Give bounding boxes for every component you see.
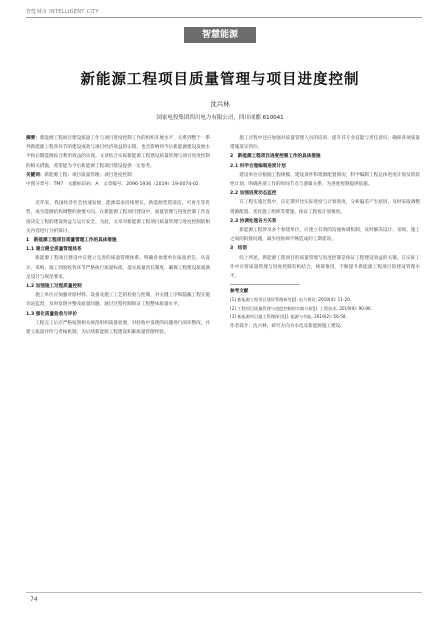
header-divider (26, 17, 422, 18)
subsection-2-3-text: 新能源工程涉及多个参建单位，应建立有效的沟通协调机制，及时解决设计、采购、施工之间的衔接问题，减少因协调不畅造成的工期延误。 (230, 228, 420, 243)
reference-item: [2] 工程项目质量管理与进度控制的实践分析[J]. 工程技术, 2019(9): 90-96. (230, 305, 373, 311)
section-3-heading: 3 结语 (230, 246, 247, 252)
references-title: 参考文献 (230, 289, 249, 295)
reference-item: [3] 新能源项目施工管理探讨[J]. 能源与节能, 2019(2): 56-58. (230, 314, 347, 320)
subsection-1-2-text: 施工单位应加强对原材料、设备及施工工艺的检验与控制，对关键工序和隐蔽工程实施旁站监督，及时发现并整改质量问题，通过过程控制保证工程整体质量水平。 (26, 293, 210, 308)
section-1-heading: 1 新能源工程项目质量管理工作的具体措施 (26, 238, 117, 244)
abstract-block (26, 134, 210, 189)
journal-header: 智能城市 INTELLIGENT CITY (26, 9, 99, 15)
subsection-1-1-heading: 1.1 建立健全质量管理体系 (26, 247, 82, 253)
subsection-1-3-text: 工程完工后应严格按照相关规范组织质量验收，对验收中发现的问题进行闭环整改，并建立质量评价与考核机制，为后续新能源工程建设积累质量管理经验。 (26, 320, 210, 336)
subsection-2-3-heading: 2.3 协调处理各方关系 (230, 218, 277, 224)
intro-paragraph: 近年来，我国经济社会快速发展，能源需求持续增长，新能源凭借清洁、可再生等优势，成为能源结构调整的重要方向。在新能源工程项目建设中，质量管理与进度控制工作直接决定工程的建设效益与运行安全。为此，文章对新能源工程项目质量管理与进度控制的相关内容进行分析探讨。 (26, 201, 210, 234)
keywords (26, 171, 210, 180)
subsection-2-1-text: 建设单位应根据工程规模、建设条件和资源配置情况，科学编制工程总体进度计划及阶段性计划，明确各项工作的时间节点与逻辑关系，为进度控制提供依据。 (230, 172, 420, 188)
article-title: 新能源工程项目质量管理与项目进度控制 (80, 72, 360, 88)
page-number: 74 (30, 596, 38, 603)
author-name: 沈兴林 (210, 100, 230, 108)
conclusion-text: 综上所述，新能源工程项目的质量管理与进度控制是保证工程建设效益的关键。在实际工作中应将质量管理与进度控制有机结合，统筹推进，不断提升新能源工程项目的建设管理水平。 (230, 255, 420, 280)
author-affiliation: 国家电投集团四川电力有限公司，四川成都 610041 (156, 115, 284, 121)
section-tag: 智慧能源 (184, 27, 256, 43)
subsection-1-3-heading: 1.3 强化质量验收与评价 (26, 311, 78, 317)
keywords-text: 新能源工程；项目质量管理；项目进度控制 (44, 172, 132, 178)
keywords-label: 关键词： (26, 172, 45, 178)
subsection-2-2-text: 在工程实施过程中，应定期对比实际进度与计划进度，分析偏差产生原因，及时采取调整资源配置、优化施工组织等措施，保证工程按计划推进。 (230, 200, 420, 215)
subsection-2-2-heading: 2.2 加强进度动态监控 (230, 191, 277, 197)
references-list (230, 296, 420, 321)
reference-item: [1] 新能源工程项目建设管理研究[J]. 电力建设, 2019(4): 11-20. (230, 297, 352, 303)
right-column (230, 134, 420, 331)
section-2-heading: 2 新能源工程项目进度控制工作的具体措施 (230, 154, 321, 160)
subsection-1-1-text: 新能源工程项目建设中应建立完善的质量管理体系，明确各参建单位质量责任，从设计、采购、施工到验收各环节严格执行质量标准，落实质量责任制度，确保工程建设质量满足设计与规范要求。 (26, 256, 210, 280)
classification: 中图分类号：TM7 文献标识码：A 文章编号：2096-1936（2019）19-0074-02 (26, 182, 199, 188)
abstract (26, 134, 210, 171)
footer-divider (26, 592, 422, 593)
references-divider (230, 284, 300, 285)
author-bio: 作者简介：沈兴林，研究方向为水电及新能源施工建设。 (230, 323, 345, 329)
abstract-label: 摘要： (26, 136, 40, 141)
right-intro-paragraph: 施工过程中还应加强对质量管理人员的培训，提升其专业技能与责任意识，确保各项质量措施落实到位。 (230, 136, 420, 151)
subsection-2-1-heading: 2.1 科学合理编制进度计划 (230, 163, 286, 169)
left-column (26, 134, 210, 337)
abstract-text: 新能源工程项目建设质量工作与项目进度控制工作的组织开展水平，关系到整个一系列新能源工程各环节的建设成效与项目经济效益的实现，也会影响到今后新能源建设发展水平和后期能源综合利用效益的实现。文章结合实际新能源工程建设质量管理与项目进度控制的相关措施，希望能为今后新能源工程项目建设提供一定参考。 (26, 136, 210, 169)
subsection-1-2-heading: 1.2 加强施工过程质量控制 (26, 284, 82, 290)
